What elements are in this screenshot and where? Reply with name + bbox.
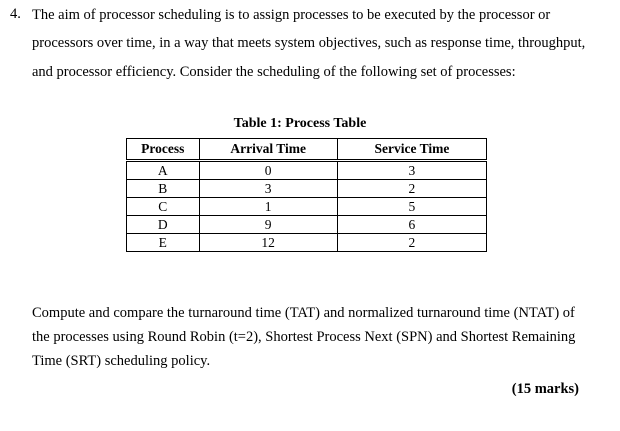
cell-process: D	[127, 216, 200, 234]
cell-service-time: 2	[337, 234, 486, 252]
process-table	[126, 138, 487, 252]
question-number: 4.	[10, 6, 21, 22]
cell-arrival-time: 9	[199, 216, 337, 234]
task-line-2: the processes using Round Robin (t=2), Shortest Process Next (SPN) and Shortest Remaining	[32, 329, 576, 345]
header-process: Process	[127, 139, 200, 161]
intro-line-2: processors over time, in a way that meets system objectives, such as response time, throughput,	[32, 35, 586, 51]
cell-process: E	[127, 234, 200, 252]
cell-arrival-time: 1	[199, 198, 337, 216]
cell-service-time: 6	[337, 216, 486, 234]
task-line-3: Time (SRT) scheduling policy.	[32, 353, 211, 369]
table-header-row	[127, 139, 487, 161]
cell-process: B	[127, 180, 200, 198]
header-service-time: Service Time	[337, 139, 486, 161]
marks-label: (15 marks)	[511, 381, 579, 397]
table-row	[127, 180, 487, 198]
table-title: Table 1: Process Table	[233, 116, 367, 131]
cell-process: C	[127, 198, 200, 216]
table-row	[127, 234, 487, 252]
cell-process: A	[127, 161, 200, 180]
cell-arrival-time: 3	[199, 180, 337, 198]
intro-line-3: and processor efficiency. Consider the scheduling of the following set of processes:	[32, 64, 516, 80]
cell-arrival-time: 12	[199, 234, 337, 252]
header-arrival-time: Arrival Time	[199, 139, 337, 161]
intro-line-1: The aim of processor scheduling is to assign processes to be executed by the processor or	[32, 7, 551, 23]
cell-service-time: 2	[337, 180, 486, 198]
table-row	[127, 216, 487, 234]
task-line-1: Compute and compare the turnaround time (TAT) and normalized turnaround time (NTAT) of	[32, 305, 575, 321]
cell-service-time: 3	[337, 161, 486, 180]
table-row	[127, 198, 487, 216]
cell-service-time: 5	[337, 198, 486, 216]
cell-arrival-time: 0	[199, 161, 337, 180]
table-row	[127, 161, 487, 180]
